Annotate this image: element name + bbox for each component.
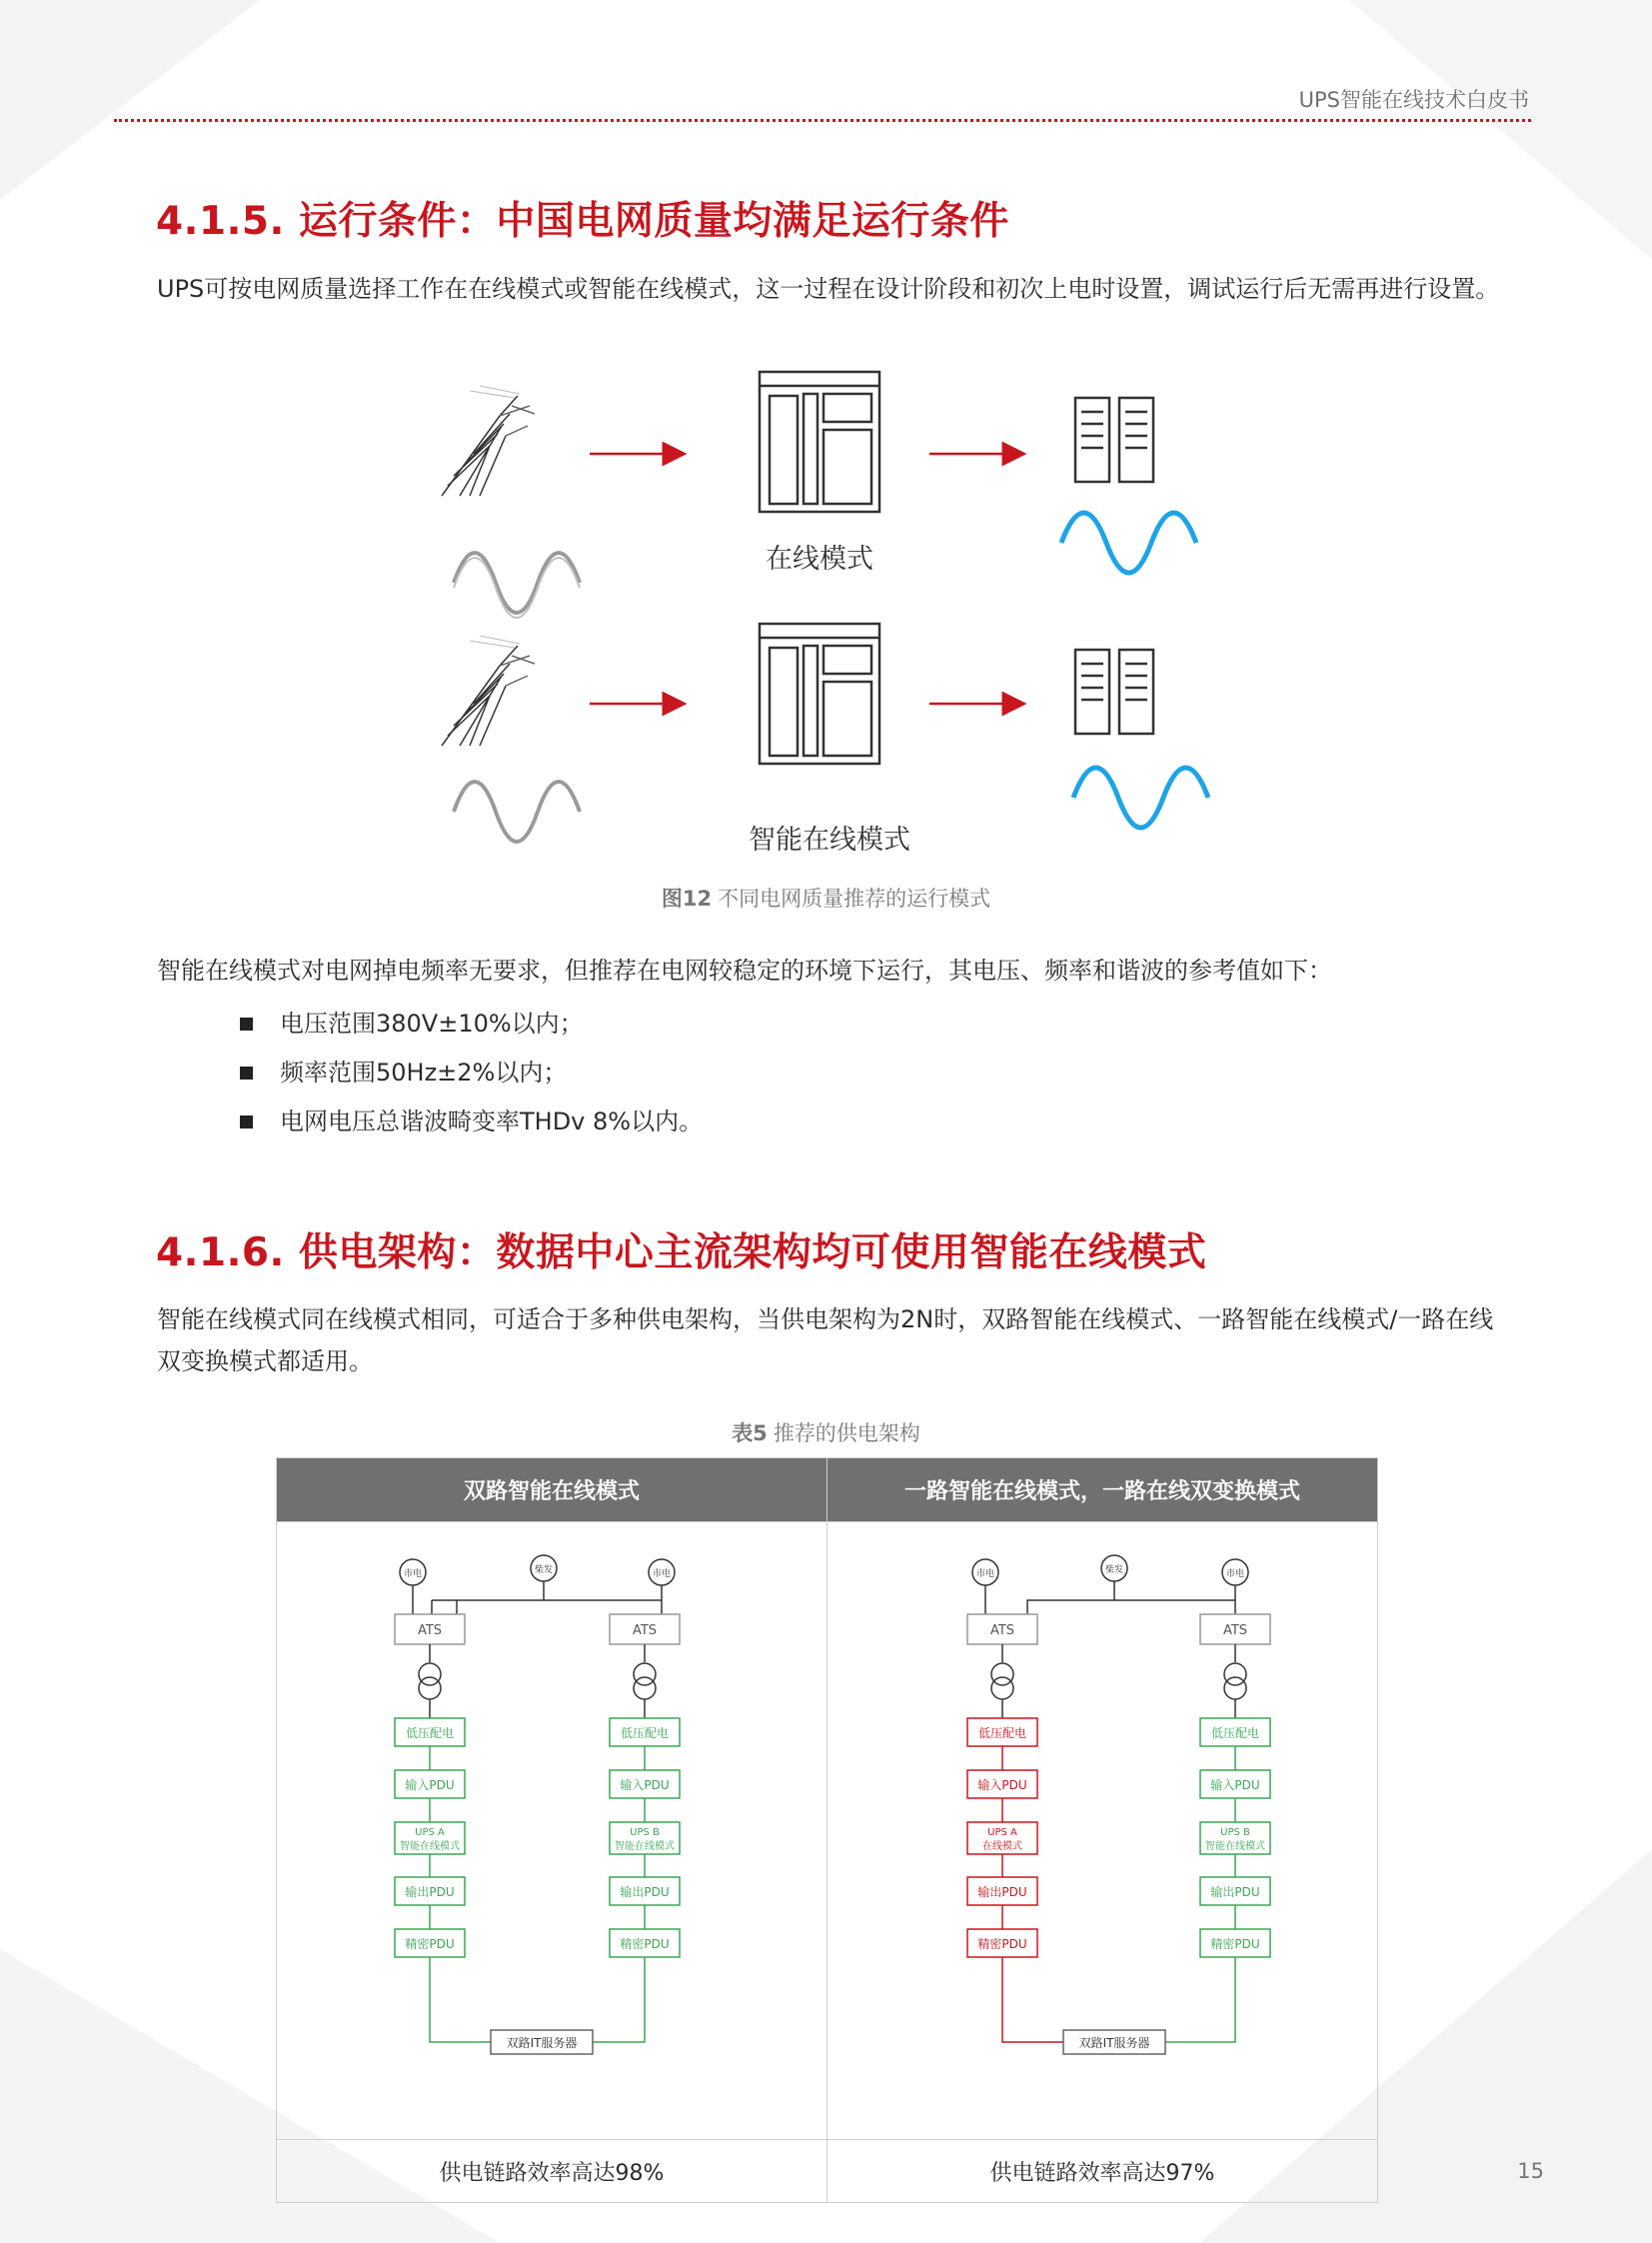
section-heading-4-1-6: 4.1.6. 供电架构：数据中心主流架构均可使用智能在线模式 bbox=[156, 1230, 1207, 1275]
power-tower-icon bbox=[442, 386, 535, 496]
input-pdu-label: 输入PDU bbox=[405, 1778, 455, 1792]
input-pdu-label: 输入PDU bbox=[620, 1778, 670, 1792]
section-heading-4-1-5: 4.1.5. 运行条件：中国电网质量均满足运行条件 bbox=[156, 199, 1009, 244]
power-tower-icon bbox=[442, 636, 535, 746]
output-pdu-label: 输出PDU bbox=[1210, 1885, 1260, 1899]
ats-label: ATS bbox=[989, 1623, 1015, 1638]
grid-wave-icon bbox=[454, 553, 580, 618]
ups-b-label: UPS B bbox=[1220, 1827, 1250, 1838]
figure-12-caption: 图12 不同电网质量推荐的运行模式 bbox=[661, 887, 991, 911]
lv-dist-label: 低压配电 bbox=[405, 1726, 455, 1740]
ats-label: ATS bbox=[417, 1623, 443, 1638]
mode-label-online: 在线模式 bbox=[766, 544, 873, 575]
ups-cabinet-icon bbox=[760, 372, 879, 512]
smart-mode-label: 智能在线模式 bbox=[1205, 1841, 1265, 1852]
precision-pdu-label: 精密PDU bbox=[405, 1937, 455, 1951]
precision-pdu-label: 精密PDU bbox=[620, 1937, 670, 1951]
reference-values-list bbox=[240, 1000, 703, 1146]
page-number: 15 bbox=[1517, 2159, 1544, 2183]
smart-mode-label: 智能在线模式 bbox=[615, 1841, 675, 1852]
document-title: UPS智能在线技术白皮书 bbox=[1298, 88, 1529, 112]
precision-pdu-label: 精密PDU bbox=[977, 1937, 1027, 1951]
list-item: 电压范围380V±10%以内； bbox=[240, 1000, 703, 1049]
bullet-square-icon bbox=[240, 1018, 253, 1031]
ups-a-label: UPS A bbox=[415, 1827, 445, 1838]
clean-wave-icon bbox=[1061, 513, 1196, 573]
section-4-1-6-intro: 智能在线模式同在线模式相同，可适合于多种供电架构，当供电架构为2N时，双路智能在线模式、一路智能在线模式/一路在线双变换模式都适用。 bbox=[157, 1305, 1494, 1375]
server-rack-icon bbox=[1075, 650, 1153, 734]
section-4-1-5-para2: 智能在线模式对电网掉电频率无要求，但推荐在电网较稳定的环境下运行，其电压、频率和谐波的参考值如下： bbox=[157, 957, 1332, 985]
input-pdu-label: 输入PDU bbox=[977, 1778, 1027, 1792]
mains-label: 市电 bbox=[975, 1569, 995, 1579]
diagram-cell-mixed bbox=[827, 1522, 1378, 2140]
power-chain-diagram-mixed bbox=[827, 1522, 1377, 2135]
generator-label: 柴发 bbox=[1104, 1565, 1124, 1575]
precision-pdu-label: 精密PDU bbox=[1210, 1937, 1260, 1951]
efficiency-mixed: 供电链路效率高达97% bbox=[827, 2140, 1378, 2203]
output-pdu-label: 输出PDU bbox=[977, 1885, 1027, 1899]
generator-label: 柴发 bbox=[534, 1565, 554, 1575]
list-item: 频率范围50Hz±2%以内； bbox=[240, 1049, 703, 1098]
grid-wave-icon bbox=[454, 782, 580, 842]
header-divider bbox=[114, 119, 1531, 122]
mains-label: 市电 bbox=[1225, 1569, 1245, 1579]
power-architecture-table bbox=[276, 1457, 1378, 2203]
ups-cabinet-icon bbox=[760, 624, 879, 764]
online-mode-label: 在线模式 bbox=[982, 1841, 1022, 1852]
it-server-label: 双路IT服务器 bbox=[506, 2036, 578, 2050]
bullet-square-icon bbox=[240, 1067, 253, 1080]
output-pdu-label: 输出PDU bbox=[620, 1885, 670, 1899]
ups-a-label: UPS A bbox=[987, 1827, 1017, 1838]
mains-label: 市电 bbox=[403, 1569, 423, 1579]
input-pdu-label: 输入PDU bbox=[1210, 1778, 1260, 1792]
clean-wave-icon bbox=[1073, 768, 1208, 828]
table-header-dual-smart: 双路智能在线模式 bbox=[277, 1458, 827, 1522]
ups-b-label: UPS B bbox=[630, 1827, 660, 1838]
table-5-caption: 表5 推荐的供电架构 bbox=[732, 1421, 920, 1445]
ats-label: ATS bbox=[1222, 1623, 1248, 1638]
mode-label-smart: 智能在线模式 bbox=[749, 825, 910, 856]
it-server-label: 双路IT服务器 bbox=[1078, 2036, 1150, 2050]
power-chain-diagram-dual-smart bbox=[277, 1522, 826, 2135]
mains-label: 市电 bbox=[652, 1569, 672, 1579]
lv-dist-label: 低压配电 bbox=[620, 1726, 670, 1740]
output-pdu-label: 输出PDU bbox=[405, 1885, 455, 1899]
bullet-square-icon bbox=[240, 1116, 253, 1128]
server-rack-icon bbox=[1075, 398, 1153, 482]
list-item: 电网电压总谐波畸变率THDv 8%以内。 bbox=[240, 1098, 703, 1146]
section-4-1-5-intro: UPS可按电网质量选择工作在在线模式或智能在线模式，这一过程在设计阶段和初次上电时设置，调试运行后无需再进行设置。 bbox=[157, 275, 1500, 303]
ats-label: ATS bbox=[632, 1623, 658, 1638]
efficiency-dual-smart: 供电链路效率高达98% bbox=[277, 2140, 827, 2203]
lv-dist-label: 低压配电 bbox=[1210, 1726, 1260, 1740]
lv-dist-label: 低压配电 bbox=[977, 1726, 1027, 1740]
table-header-mixed: 一路智能在线模式，一路在线双变换模式 bbox=[827, 1458, 1378, 1522]
figure-12-operating-modes bbox=[440, 368, 1219, 868]
smart-mode-label: 智能在线模式 bbox=[400, 1841, 460, 1852]
diagram-cell-dual-smart bbox=[277, 1522, 827, 2140]
